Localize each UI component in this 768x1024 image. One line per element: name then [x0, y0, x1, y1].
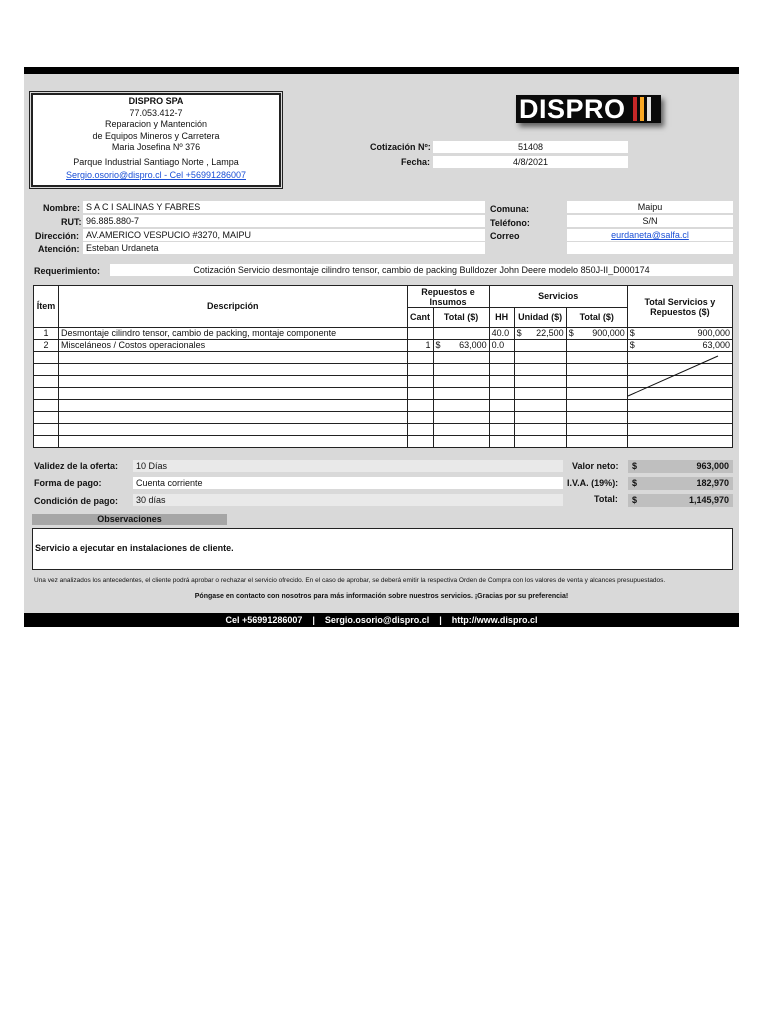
amount: 63,000 — [459, 340, 487, 350]
payment-label: Forma de pago: — [34, 478, 102, 488]
iva-value — [628, 477, 733, 490]
company-address: Maria Josefina Nº 376 — [111, 142, 201, 152]
client-comuna-label: Comuna: — [490, 204, 529, 214]
observations-box — [32, 528, 733, 570]
row-grand-total — [627, 328, 732, 340]
header-services: Servicios — [489, 286, 627, 308]
client-attention-label: Atención: — [38, 244, 80, 254]
currency-sign: $ — [629, 328, 635, 338]
total-value — [628, 494, 733, 507]
requirement-text: Cotización Servicio desmontaje cilindro tensor, cambio de packing Bulldozer John Deere modelo 850J-II_D000174 — [110, 264, 733, 276]
total-label: Total: — [594, 494, 618, 504]
client-address-label: Dirección: — [35, 231, 80, 241]
logo-stripe-gray — [647, 97, 651, 121]
header-total-all: Total Servicios y Repuestos ($) — [627, 286, 732, 328]
row-desc: Desmontaje cilindro tensor, cambio de packing, montaje componente — [59, 328, 407, 340]
client-comuna: Maipu — [567, 201, 733, 213]
client-attention: Esteban Urdaneta — [83, 242, 485, 254]
row-unit — [514, 328, 566, 340]
row-services-total — [566, 340, 627, 352]
client-rut-label: RUT: — [61, 217, 82, 227]
void-strike-line — [627, 354, 735, 398]
logo-text: DISPRO — [519, 94, 626, 124]
validity-value: 10 Días — [133, 460, 563, 472]
payment-value: Cuenta corriente — [133, 477, 563, 489]
row-unit — [514, 340, 566, 352]
quote-number: 51408 — [433, 141, 628, 153]
condition-value: 30 días — [133, 494, 563, 506]
header-parts: Repuestos e Insumos — [407, 286, 489, 308]
net-label: Valor neto: — [572, 461, 619, 471]
client-name-label: Nombre: — [43, 203, 81, 213]
currency-sign: $ — [629, 340, 635, 350]
company-park: Parque Industrial Santiago Norte , Lampa — [73, 156, 239, 167]
validity-label: Validez de la oferta: — [34, 461, 119, 471]
top-bar — [24, 67, 739, 74]
observations-title: Observaciones — [32, 514, 227, 525]
amount: 182,970 — [696, 478, 729, 488]
footer-phone[interactable]: Cel +56991286007 — [225, 615, 303, 625]
contact-line: Póngase en contacto con nosotros para más información sobre nuestros servicios. ¡Gracias por su preferencia! — [194, 593, 569, 600]
quote-number-label: Cotización Nº: — [370, 142, 431, 152]
footer-web[interactable]: http://www.dispro.cl — [451, 615, 538, 625]
header-cant: Cant — [407, 308, 433, 328]
logo-stripe-red — [633, 97, 637, 121]
client-extra-blank — [567, 242, 733, 254]
footer-separator: | — [312, 615, 315, 625]
row-desc: Misceláneos / Costos operacionales — [59, 340, 407, 352]
currency-sign: $ — [568, 328, 574, 338]
amount: 22,500 — [536, 328, 564, 338]
currency-sign: $ — [516, 328, 522, 338]
company-rut: 77.053.412-7 — [129, 107, 183, 118]
amount: 963,000 — [696, 461, 729, 471]
amount: 63,000 — [702, 340, 730, 350]
client-address: AV.AMERICO VESPUCIO #3270, MAIPU — [83, 229, 485, 241]
currency-sign: $ — [632, 461, 638, 471]
company-contact-link[interactable]: Sergio.osorio@dispro.cl - Cel +56991286007 — [66, 170, 246, 180]
header-hh: HH — [489, 308, 514, 328]
row-hh: 40.0 — [489, 328, 514, 340]
company-box — [31, 93, 281, 187]
client-phone: S/N — [567, 215, 733, 227]
currency-sign: $ — [632, 478, 638, 488]
company-line2: de Equipos Mineros y Carretera — [92, 130, 220, 141]
header-item: Ítem — [34, 286, 59, 328]
currency-sign: $ — [632, 495, 638, 505]
row-parts-total — [433, 340, 489, 352]
row-hh: 0.0 — [489, 340, 514, 352]
requirement-label: Requerimiento: — [34, 266, 101, 276]
disclaimer-text: Una vez analizados los antecedentes, el cliente podrá aprobar o rechazar el servicio ofrecido. En el caso de aprobar, se deberá emitir la respectiva Orden de Compra con los valores de venta y alcances presupuestados. — [34, 577, 666, 584]
header-parts-total: Total ($) — [433, 308, 489, 328]
client-email-label: Correo — [490, 231, 520, 241]
header-services-total: Total ($) — [566, 308, 627, 328]
dispro-logo — [516, 95, 661, 123]
empty-row — [34, 412, 733, 424]
empty-row — [34, 436, 733, 448]
client-name: S A C I SALINAS Y FABRES — [83, 201, 485, 213]
amount: 1,145,970 — [688, 495, 729, 505]
row-item: 2 — [34, 340, 59, 352]
row-cant — [407, 328, 433, 340]
amount: 900,000 — [697, 328, 730, 338]
row-item: 1 — [34, 328, 59, 340]
client-phone-label: Teléfono: — [490, 218, 530, 228]
row-cant: 1 — [407, 340, 433, 352]
currency-sign: $ — [435, 340, 441, 350]
header-description: Descripción — [59, 286, 407, 328]
quote-date: 4/8/2021 — [433, 156, 628, 168]
empty-row — [34, 400, 733, 412]
footer-bar — [24, 613, 739, 627]
company-line1: Reparacion y Mantención — [104, 119, 208, 129]
iva-label: I.V.A. (19%): — [567, 478, 619, 488]
net-value — [628, 460, 733, 473]
footer-separator: | — [439, 615, 442, 625]
amount: 900,000 — [592, 328, 625, 338]
footer-email[interactable]: Sergio.osorio@dispro.cl — [324, 615, 430, 625]
quote-date-label: Fecha: — [401, 157, 431, 167]
row-grand-total — [627, 340, 732, 352]
table-row — [34, 340, 733, 352]
client-rut: 96.885.880-7 — [83, 215, 485, 227]
client-email-link[interactable]: eurdaneta@salfa.cl — [567, 229, 733, 241]
empty-row — [34, 424, 733, 436]
condition-label: Condición de pago: — [34, 496, 118, 506]
row-parts-total — [433, 328, 489, 340]
header-unit: Unidad ($) — [514, 308, 566, 328]
table-row — [34, 328, 733, 340]
logo-stripe-yellow — [640, 97, 644, 121]
company-name: DISPRO SPA — [128, 96, 184, 106]
row-services-total — [566, 328, 627, 340]
observations-text: Servicio a ejecutar en instalaciones de cliente. — [35, 543, 234, 553]
